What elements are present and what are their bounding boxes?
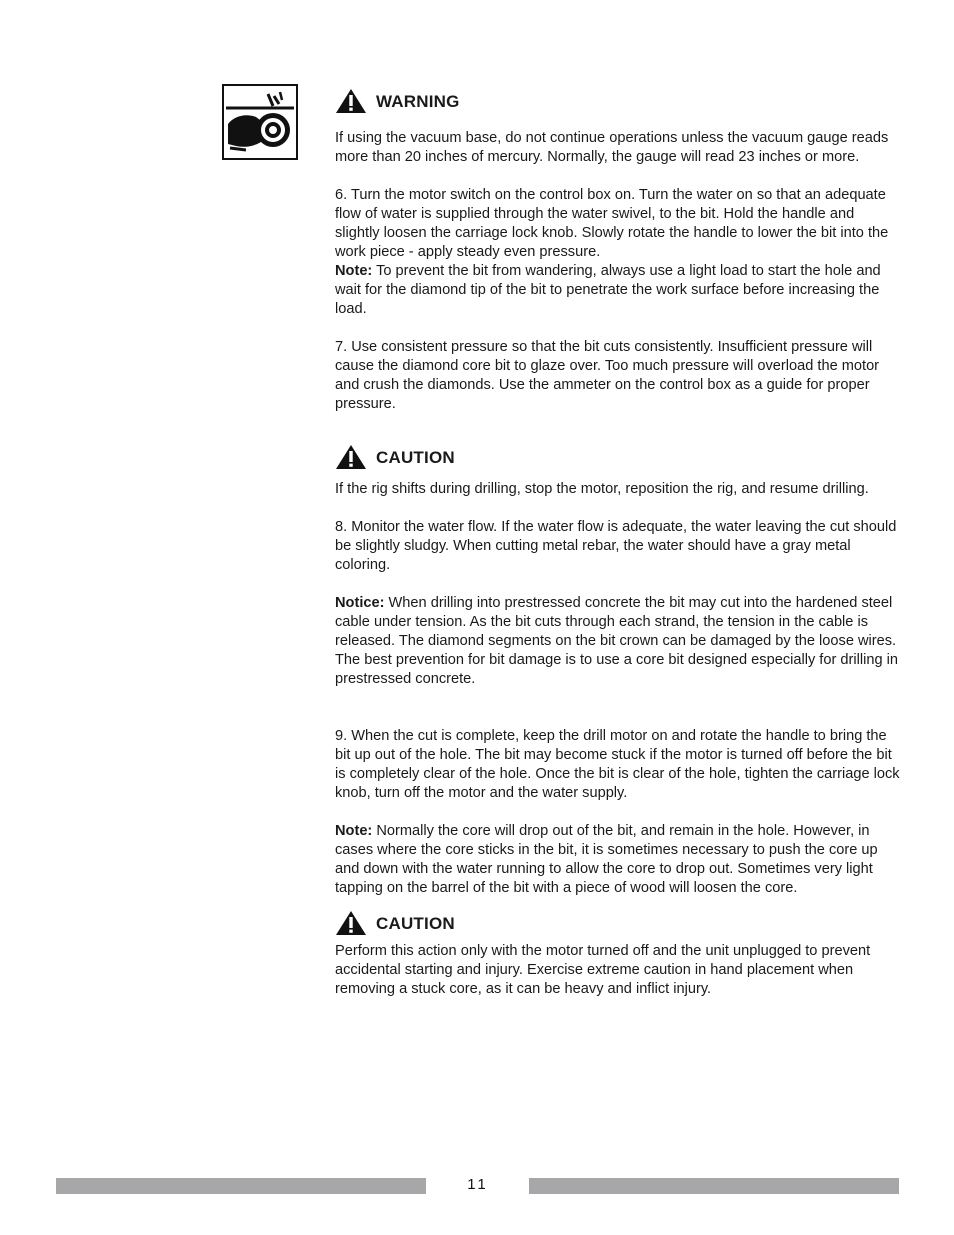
footer-bar-left: [56, 1178, 426, 1194]
notice-text: When drilling into prestressed concrete the bit may cut into the hardened steel cable under tension. As the bit cuts through each strand, the tension in the cable is released. The diamond segments on the bit crown can be damaged by the loose wires. The best prevention for bit damage is to use a core bit designed especially for drilling in prestressed concrete.: [335, 595, 898, 687]
caution-triangle-icon: [335, 910, 367, 936]
caution-title: CAUTION: [376, 913, 455, 933]
step-6-text: 6. Turn the motor switch on the control box on. Turn the water on so that an adequate flow of water is supplied through the water swivel, to the bit. Hold the handle and slightly loosen the carriage lock knob. Slowly rotate the handle to lower the bit into the work piece - apply steady even pressure.: [335, 187, 889, 260]
notice-paragraph: [335, 594, 900, 689]
caution-text: Perform this action only with the motor turned off and the unit unplugged to prevent accidental starting and injury. Exercise extreme caution in hand placement when removing a stuck core, as it can be heavy and inflict injury.: [335, 943, 871, 997]
notice-label: Notice:: [335, 595, 385, 611]
warning-text: If using the vacuum base, do not continue operations unless the vacuum gauge reads more than 20 inches of mercury. Normally, the gauge will read 23 inches or more.: [335, 130, 889, 165]
caution-title: CAUTION: [376, 447, 455, 467]
note-label: Note:: [335, 263, 373, 279]
caution-heading: [335, 442, 900, 472]
warning-triangle-icon: [335, 88, 367, 114]
caution-triangle-icon: [335, 444, 367, 470]
core-note-paragraph: [335, 822, 900, 898]
step-9-text: 9. When the cut is complete, keep the drill motor on and rotate the handle to bring the bit up out of the hole. The bit may become stuck if the motor is turned off before the bit is completely clear of the hole. Once the bit is clear of the hole, tighten the carriage lock knob, turn off the motor and the water supply.: [335, 728, 900, 801]
caution-text: If the rig shifts during drilling, stop the motor, reposition the rig, and resume drilling.: [335, 481, 869, 497]
warning-title: WARNING: [376, 91, 460, 111]
note-text: To prevent the bit from wandering, always use a light load to start the hole and wait for the diamond tip of the bit to penetrate the work surface before increasing the load.: [335, 263, 881, 317]
instructions-content: [335, 86, 900, 999]
step-8-text: 8. Monitor the water flow. If the water flow is adequate, the water leaving the cut should be slightly sludgy. When cutting metal rebar, the water should have a gray metal coloring.: [335, 519, 897, 573]
note-label: Note:: [335, 823, 373, 839]
footer-bar-right: [529, 1178, 899, 1194]
warning-heading: [335, 86, 900, 116]
step-7-text: 7. Use consistent pressure so that the bit cuts consistently. Insufficient pressure will cause the diamond core bit to glaze over. Too much pressure will overload the motor and crush the diamonds. Use the ammeter on the control box as a guide for proper pressure.: [335, 339, 880, 412]
step-6-note: [335, 262, 900, 319]
hand-entanglement-hazard-icon: [222, 84, 298, 160]
caution-heading: [335, 908, 900, 938]
note-text: Normally the core will drop out of the bit, and remain in the hole. However, in cases where the core sticks in the bit, it is sometimes necessary to push the core up and down with the water running to allow the core to drop out. Sometimes very light tapping on the barrel of the bit with a piece of wood will loosen the core.: [335, 823, 878, 896]
page-number: 11: [467, 1176, 489, 1193]
